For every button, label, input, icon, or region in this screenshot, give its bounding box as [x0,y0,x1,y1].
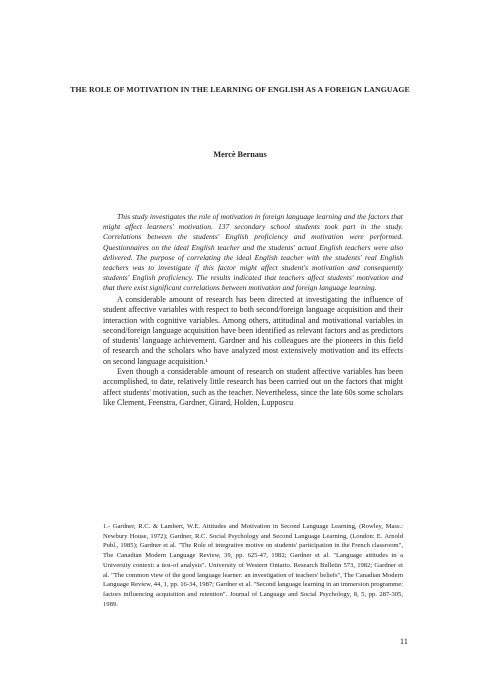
body-paragraph-1: A considerable amount of research has been directed at investigating the influence of student affective variables with respect to both second/foreign language acquisition and their interaction with cognitive variables. Among others, attitudinal and motivational variables in second/foreign language acquisition have been identified as relevant factors and as predictors of students' language achievement. Gardner and his colleagues are the pioneers in this field of research and the scholars who have analyzed most extensively motivation and its effects on second language acquisition.¹ [103,295,403,366]
abstract: This study investigates the role of motivation in foreign language learning and the factors that might affect learners' motivation. 137 secondary school students took part in the study. Correlations between the students' English proficiency and motivation were performed. Questionnaires on the ideal English teacher and the students' actual English teachers were also delivered. The purpose of correlating the ideal English teacher with the students' real English teachers was to investigate if this factor might affect student's motivation and consequently students' English proficiency. The results indicated that teachers affect students' motivation and that there exist significant correlations between motivation and foreign language learning. [103,212,403,293]
article-title: THE ROLE OF MOTIVATION IN THE LEARNING OF ENGLISH AS A FOREIGN LANGUAGE [70,85,410,94]
author-name: Mercè Bernaus [213,150,267,159]
page-number: 11 [399,636,408,646]
footnote: 1.- Gardner, R.C. & Lambert, W.E. Attitudes and Motivation in Second Language Learning, (Rowley, Mass.: Newbury House, 1972); Gardner, R.C. Social Psychology and Second Language Learning, (London: E. Arnold Publ., 1985); Gardner et al. "The Role of integrative motive on students' participation in the French classroom", The Canadian Modern Language Review, 39, pp. 625-47, 1982; Gardner et al. "Language attitudes in a University context: a test-of analysis". University of Western Ontario. Research Bulletin 573, 1982; Gardner et al. "The common view of the good language learner: an investigation of teachers' beliefs", The Canadian Modern Language Review, 44, 1, pp. 16-34, 1987; Gardner et al. "Second language learning in an immersion programme: factors influencing acquisition and retention". Journal of Language and Social Psychology, 8, 5, pp. 287-305, 1989. [103,523,403,608]
article-body [103,295,403,408]
body-paragraph-2: Even though a considerable amount of research on student affective variables has been accomplished, to date, relatively little research has been carried out on the factors that might affect students' motivation, such as the teacher. Nevertheless, since the late 60s some scholars like Clement, Feenstra, Gardner, Girard, Holden, Lupposcu [103,367,403,407]
